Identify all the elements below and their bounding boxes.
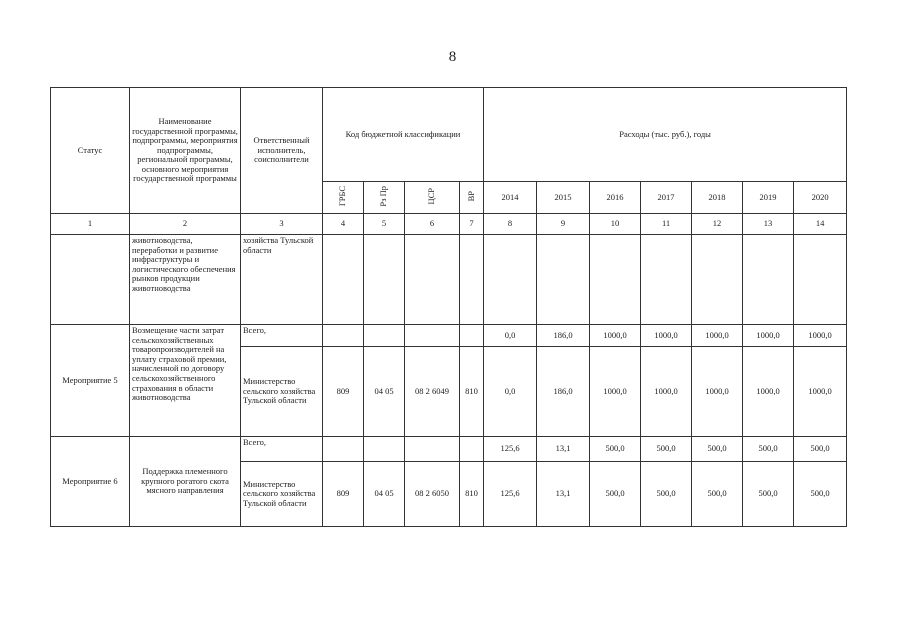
index-cell: 13 — [743, 214, 794, 235]
value-cell: 125,6 — [484, 437, 537, 462]
empty-cell — [405, 325, 460, 347]
index-cell: 1 — [51, 214, 130, 235]
header-expenses: Расходы (тыс. руб.), годы — [484, 88, 847, 182]
header-year: 2015 — [537, 182, 590, 214]
value-cell: 0,0 — [484, 347, 537, 437]
header-code-vr: ВР — [460, 182, 484, 214]
value-cell: 1000,0 — [641, 347, 692, 437]
continuation-name: животноводства, переработки и развитие инфраструктуры и логистического обеспечения рынков продукции животноводства — [130, 235, 241, 325]
code-cell: 810 — [460, 347, 484, 437]
value-cell: 125,6 — [484, 462, 537, 527]
header-code-csr: ЦСР — [405, 182, 460, 214]
value-cell: 1000,0 — [692, 347, 743, 437]
value-cell: 1000,0 — [641, 325, 692, 347]
code-cell: 810 — [460, 462, 484, 527]
index-cell: 14 — [794, 214, 847, 235]
value-cell: 500,0 — [641, 462, 692, 527]
code-cell: 809 — [323, 462, 364, 527]
table-row — [51, 437, 847, 462]
empty-cell — [364, 235, 405, 325]
header-year: 2016 — [590, 182, 641, 214]
row-name: Поддержка племенного крупного рогатого скота мясного направления — [130, 437, 241, 527]
page-number: 8 — [448, 49, 457, 65]
value-cell: 186,0 — [537, 325, 590, 347]
row-ministry-label: Министерство сельского хозяйства Тульской области — [241, 347, 323, 437]
budget-table — [50, 87, 847, 527]
value-cell: 500,0 — [692, 462, 743, 527]
header-year: 2017 — [641, 182, 692, 214]
header-year: 2020 — [794, 182, 847, 214]
header-year: 2019 — [743, 182, 794, 214]
index-cell: 4 — [323, 214, 364, 235]
index-cell: 8 — [484, 214, 537, 235]
empty-cell — [323, 437, 364, 462]
empty-cell — [794, 235, 847, 325]
header-row-1 — [51, 88, 847, 182]
continuation-row — [51, 235, 847, 325]
code-cell: 809 — [323, 347, 364, 437]
index-cell: 10 — [590, 214, 641, 235]
header-year: 2014 — [484, 182, 537, 214]
index-row — [51, 214, 847, 235]
empty-cell — [364, 437, 405, 462]
empty-cell — [460, 437, 484, 462]
index-cell: 3 — [241, 214, 323, 235]
index-cell: 2 — [130, 214, 241, 235]
index-cell: 6 — [405, 214, 460, 235]
value-cell: 500,0 — [641, 437, 692, 462]
empty-cell — [460, 325, 484, 347]
index-cell: 9 — [537, 214, 590, 235]
empty-cell — [590, 235, 641, 325]
header-code-rzpr: Рз Пр — [364, 182, 405, 214]
value-cell: 1000,0 — [794, 347, 847, 437]
value-cell: 1000,0 — [590, 325, 641, 347]
value-cell: 1000,0 — [590, 347, 641, 437]
row-status: Мероприятие 5 — [51, 325, 130, 437]
empty-cell — [537, 235, 590, 325]
empty-cell — [743, 235, 794, 325]
value-cell: 500,0 — [794, 437, 847, 462]
empty-cell — [641, 235, 692, 325]
index-cell: 7 — [460, 214, 484, 235]
value-cell: 0,0 — [484, 325, 537, 347]
value-cell: 500,0 — [590, 437, 641, 462]
row-total-label: Всего, — [241, 325, 323, 347]
row-total-label: Всего, — [241, 437, 323, 462]
value-cell: 500,0 — [794, 462, 847, 527]
code-cell: 08 2 6049 — [405, 347, 460, 437]
index-cell: 5 — [364, 214, 405, 235]
code-cell: 04 05 — [364, 462, 405, 527]
empty-cell — [484, 235, 537, 325]
index-cell: 11 — [641, 214, 692, 235]
index-cell: 12 — [692, 214, 743, 235]
empty-cell — [405, 235, 460, 325]
value-cell: 186,0 — [537, 347, 590, 437]
header-year: 2018 — [692, 182, 743, 214]
value-cell: 1000,0 — [743, 325, 794, 347]
empty-cell — [51, 235, 130, 325]
empty-cell — [692, 235, 743, 325]
value-cell: 13,1 — [537, 437, 590, 462]
table-row — [51, 325, 847, 347]
header-budget-code: Код бюджетной классификации — [323, 88, 484, 182]
empty-cell — [323, 235, 364, 325]
value-cell: 500,0 — [743, 437, 794, 462]
header-status: Статус — [51, 88, 130, 214]
continuation-executor: хозяйства Тульской области — [241, 235, 323, 325]
header-name: Наименование государственной программы, подпрограммы, мероприятия подпрограммы, региональной программы, основного мероприятия государственной программы — [130, 88, 241, 214]
code-cell: 04 05 — [364, 347, 405, 437]
value-cell: 500,0 — [590, 462, 641, 527]
code-cell: 08 2 6050 — [405, 462, 460, 527]
empty-cell — [364, 325, 405, 347]
value-cell: 500,0 — [743, 462, 794, 527]
row-status: Мероприятие 6 — [51, 437, 130, 527]
value-cell: 13,1 — [537, 462, 590, 527]
value-cell: 1000,0 — [743, 347, 794, 437]
empty-cell — [323, 325, 364, 347]
value-cell: 500,0 — [692, 437, 743, 462]
row-name: Возмещение части затрат сельскохозяйственных товаропроизводителей на уплату страховой премии, начисленной по договору сельскохозяйственного страхования в области животноводства — [130, 325, 241, 437]
header-executor: Ответственный исполнитель, соисполнители — [241, 88, 323, 214]
empty-cell — [460, 235, 484, 325]
empty-cell — [405, 437, 460, 462]
header-code-grbs: ГРБС — [323, 182, 364, 214]
row-ministry-label: Министерство сельского хозяйства Тульской области — [241, 462, 323, 527]
value-cell: 1000,0 — [794, 325, 847, 347]
value-cell: 1000,0 — [692, 325, 743, 347]
